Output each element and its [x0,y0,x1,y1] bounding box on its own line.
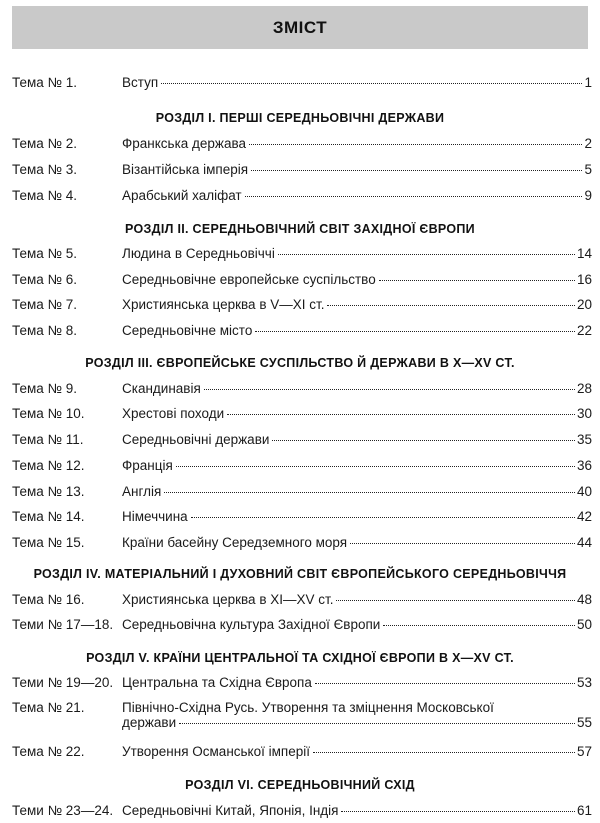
page-number: 36 [576,458,592,473]
toc-entry-line [122,675,592,690]
dot-leader [350,543,575,544]
dot-leader [327,305,575,306]
toc-entry-line [122,592,592,607]
toc-entry-line [122,432,592,447]
toc-entry-line [122,509,592,524]
page-number: 16 [576,272,592,287]
toc-entry[interactable] [12,246,592,261]
topic-title: Франкська держава [122,136,246,151]
dot-leader [164,492,575,493]
topic-number: Тема № 12. [12,458,85,473]
topic-title: Утворення Османської імперії [122,744,310,759]
page-number: 20 [576,297,592,312]
dot-leader [251,170,582,171]
page-number: 9 [584,188,592,203]
dot-leader [255,331,575,332]
toc-entry[interactable] [12,272,592,287]
toc-entry-line [122,803,592,818]
topic-number: Тема № 3. [12,162,78,177]
topic-title: Середньовічні Китай, Японія, Індія [122,803,339,818]
topic-title: Скандинавія [122,381,201,396]
section-heading: РОЗДІЛ IV. МАТЕРІАЛЬНИЙ І ДУХОВНИЙ СВІТ ЄВРОПЕЙСЬКОГО СЕРЕДНЬОВІЧЧЯ [33,567,567,581]
page-number: 53 [576,675,592,690]
dot-leader [249,144,582,145]
dot-leader [245,196,583,197]
topic-title: Середньовічна культура Західної Європи [122,617,381,632]
toc-entry[interactable] [12,803,592,818]
toc-entry-line [122,458,592,473]
topic-title: Країни басейну Середземного моря [122,535,348,550]
toc-entry[interactable] [12,535,592,550]
dot-leader [204,389,575,390]
toc-entry-line [122,617,592,632]
page-number: 35 [576,432,592,447]
toc-entry[interactable] [12,323,592,338]
topic-title: держави [122,715,177,730]
dot-leader [383,625,575,626]
page-number: 2 [584,136,592,151]
topic-number: Тема № 14. [12,509,85,524]
topic-title: Візантійська імперія [122,162,249,177]
page-number: 61 [576,803,592,818]
page-number: 30 [576,406,592,421]
topic-number: Тема № 9. [12,381,78,396]
page-number: 44 [576,535,592,550]
section-heading: РОЗДІЛ VI. СЕРЕДНЬОВІЧНИЙ СХІД [185,778,415,792]
toc-entry-line [122,484,592,499]
toc-entry[interactable] [12,484,592,499]
toc-entry[interactable] [12,617,592,632]
topic-title: Арабський халіфат [122,188,242,203]
topic-title: Центральна та Східна Європа [122,675,312,690]
topic-number: Тема № 8. [12,323,78,338]
toc-entry[interactable] [12,297,592,312]
toc-entry-line [122,744,592,759]
dot-leader [313,752,575,753]
topic-number: Теми № 17—18. [12,617,114,632]
page-number: 1 [584,75,592,90]
dot-leader [336,600,575,601]
page-number: 40 [576,484,592,499]
topic-title: Франція [122,458,173,473]
toc-entry[interactable] [12,188,592,203]
toc-entry-line [122,75,592,90]
toc-entry[interactable] [12,406,592,421]
topic-title: Англія [122,484,162,499]
topic-number: Тема № 6. [12,272,78,287]
dot-leader [176,466,575,467]
toc-entry-line [122,715,592,730]
toc-entry-line [122,136,592,151]
toc-entry[interactable] [12,432,592,447]
section-heading: РОЗДІЛ ІІ. СЕРЕДНЬОВІЧНИЙ СВІТ ЗАХІДНОЇ ЄВРОПИ [125,222,475,236]
section-heading: РОЗДІЛ ІІІ. ЄВРОПЕЙСЬКЕ СУСПІЛЬСТВО Й ДЕРЖАВИ В X—XV СТ. [85,356,515,370]
topic-number: Тема № 5. [12,246,78,261]
topic-title: Християнська церква в XI—XV ст. [122,592,334,607]
section-heading: РОЗДІЛ V. КРАЇНИ ЦЕНТРАЛЬНОЇ ТА СХІДНОЇ ЄВРОПИ В X—XV СТ. [86,651,514,665]
topic-title: Середньовічні держави [122,432,270,447]
toc-entry[interactable] [12,592,592,607]
dot-leader [227,414,575,415]
dot-leader [379,280,575,281]
toc-entry[interactable] [12,744,592,759]
topic-number: Тема № 15. [12,535,85,550]
toc-entry[interactable] [12,162,592,177]
dot-leader [278,254,575,255]
topic-title-line: Північно-Східна Русь. Утворення та зміцнення Московської [122,700,494,715]
dot-leader [315,683,575,684]
topic-title: Хрестові походи [122,406,225,421]
dot-leader [161,83,582,84]
dot-leader [272,440,575,441]
toc-entry-line [122,188,592,203]
topic-title: Середньовічне европейське суспільство [122,272,376,287]
topic-number: Тема № 21. [12,700,85,715]
toc-entry-line [122,272,592,287]
dot-leader [191,517,575,518]
topic-number: Теми № 19—20. [12,675,114,690]
page-number: 14 [576,246,592,261]
topic-title: Вступ [122,75,159,90]
topic-number: Тема № 1. [12,75,78,90]
toc-entry-line [122,297,592,312]
topic-number: Тема № 11. [12,432,84,447]
page-number: 5 [584,162,592,177]
toc-entry[interactable] [12,509,592,524]
toc-entry[interactable] [12,700,592,730]
page-number: 57 [576,744,592,759]
toc-entry-line [122,162,592,177]
toc-entry[interactable] [12,675,592,690]
topic-title: Німеччина [122,509,188,524]
toc-entry[interactable] [12,381,592,396]
toc-entry-line [122,381,592,396]
page-number: 50 [576,617,592,632]
topic-number: Тема № 22. [12,744,85,759]
toc-entry-line [122,323,592,338]
page-title: ЗМІСТ [272,17,328,37]
toc-entry[interactable] [12,458,592,473]
toc-entry-line [122,406,592,421]
page-number: 28 [576,381,592,396]
topic-title: Середньовічне місто [122,323,253,338]
topic-number: Тема № 4. [12,188,78,203]
dot-leader [341,811,574,812]
topic-number: Тема № 10. [12,406,85,421]
toc-entry-line [122,246,592,261]
section-heading: РОЗДІЛ І. ПЕРШІ СЕРЕДНЬОВІЧНІ ДЕРЖАВИ [155,111,445,125]
topic-number: Тема № 2. [12,136,78,151]
topic-number: Тема № 16. [12,592,85,607]
dot-leader [179,723,575,724]
page-number: 42 [576,509,592,524]
page-number: 22 [576,323,592,338]
page-number: 48 [576,592,592,607]
page-number: 55 [576,715,592,730]
toc-entry[interactable] [12,136,592,151]
toc-entry-line [122,535,592,550]
topic-number: Тема № 7. [12,297,78,312]
topic-title: Християнська церква в V—XI ст. [122,297,325,312]
toc-entry[interactable] [12,75,592,90]
topic-number: Теми № 23—24. [12,803,114,818]
topic-number: Тема № 13. [12,484,85,499]
topic-title: Людина в Середньовіччі [122,246,275,261]
